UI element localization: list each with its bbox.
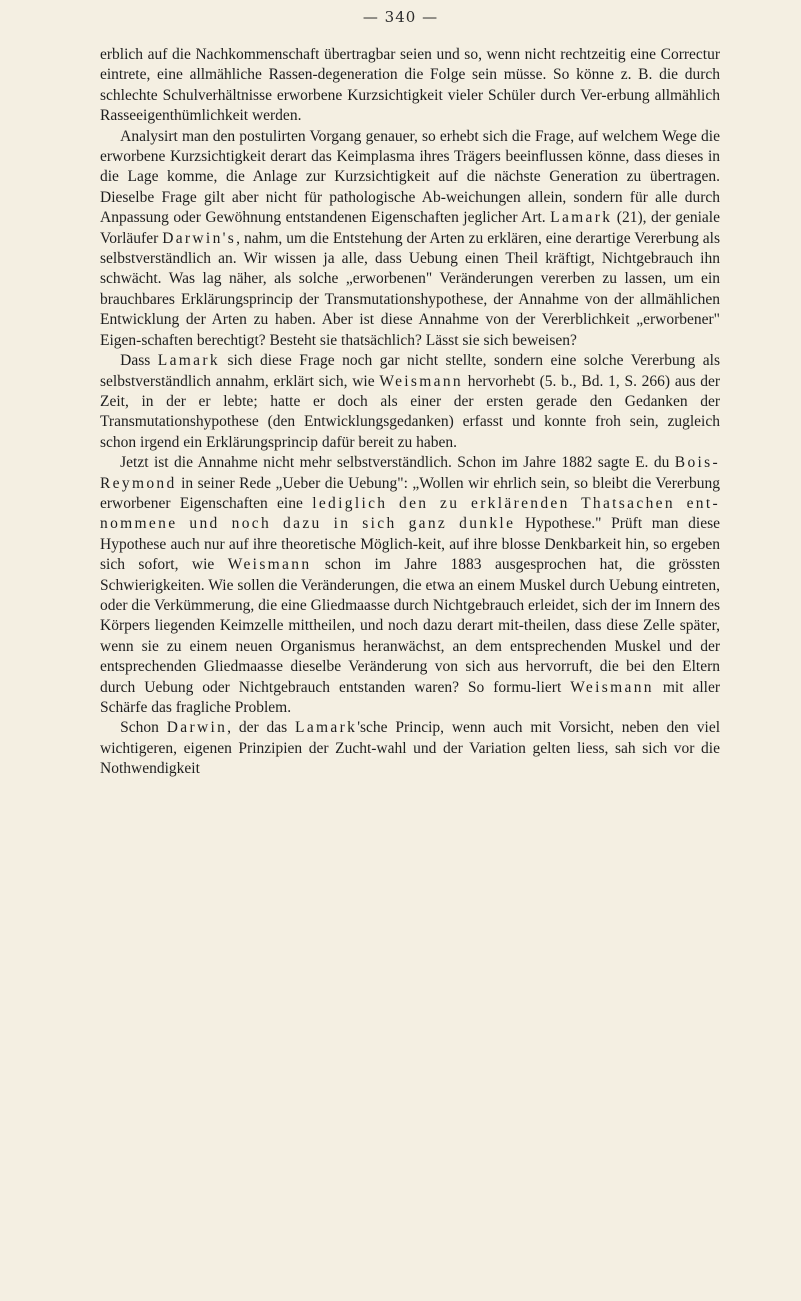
text-segment: in seiner Rede „Ueber die Uebung": „Wollen wir ehrlich sein, so bleibt die Vererbung erworbener Eigenschaften eine — [100, 474, 720, 512]
text-segment: erblich auf die Nachkommenschaft übertragbar seien und so, wenn nicht rechtzeitig eine Correctur eintrete, eine allmähliche Rassen-degeneration die Folge sein müsse. So könne z. B. die durch schlechte Schulverhältnisse erworbene Kurzsichtigkeit vieler Schüler durch Ver-erbung allmählich Rasseeigenthümlichkeit werden. — [100, 46, 720, 125]
text-segment: schon im Jahre 1883 ausgesprochen hat, die grössten Schwierigkeiten. Wie sollen die Veränderungen, die etwa an einem Muskel durch Uebung eintreten, oder die Verkümmerung, die eine Gliedmaasse durch Nichtgebrauch erleidet, sich der im Innern des Körpers liegenden Keimzelle mittheilen, und noch dazu derart mit-theilen, dass diese Zelle später, wenn sie zu einem neuen Organismus heranwächst, an dem entsprechenden Muskel und der entsprechenden Gliedmaasse dieselbe Veränderung von sich aus hervorruft, die bei den Eltern durch Uebung oder Nichtgebrauch entstanden waren? So formu-liert — [100, 556, 720, 696]
text-segment: hervorhebt (5. b., Bd. 1, S. 266) aus der Zeit, in der er lebte; hatte er doch als einer der ersten gerade den Gedanken der Transmutationshypothese (den Entwicklungsgedanken) erfasst und konnte froh sein, zugleich schon irgend ein Erklärungsprincip dafür bereit zu haben. — [100, 372, 721, 451]
author-name: Lamark — [550, 209, 613, 227]
author-name: Bois-Reymond — [100, 454, 720, 492]
page-number: — 340 — — [362, 8, 439, 26]
text-segment: Analysirt man den postulirten Vorgang genauer, so erhebt sich die Frage, auf welchem Wege die erworbene Kurzsichtigkeit derart das Keimplasma ihres Trägers beeinflussen könne, dass dieses in die Lage komme, die Anlage zur Kurzsichtigkeit auf die nächste Generation zu übertragen. Dieselbe Frage gilt aber nicht für pathologische Ab-weichungen allein, sondern für alle durch Anpassung oder Gewöhnung entstandenen Eigenschaften jeglicher Art. — [100, 127, 720, 227]
paragraph — [100, 127, 720, 351]
text-segment: sich diese Frage noch gar nicht stellte, sondern eine solche Vererbung als selbstverständlich annahm, erklärt sich, wie — [100, 352, 720, 390]
author-name: Darwin — [166, 719, 228, 737]
author-name: Lamark — [295, 719, 358, 737]
author-name: Lamark — [157, 352, 220, 370]
paragraph — [100, 453, 720, 718]
text-segment: 'sche Princip, wenn auch mit Vorsicht, neben den viel wichtigeren, eigenen Prinzipien der Zucht-wahl und der Variation gelten liess, sah sich vor die Nothwendigkeit — [100, 719, 721, 778]
author-name: Weismann — [379, 372, 464, 390]
text-segment: Schon — [120, 719, 167, 737]
paragraph — [100, 45, 720, 127]
author-name: Weismann — [570, 678, 654, 696]
body-text — [100, 45, 720, 780]
text-segment: mit aller Schärfe das fragliche Problem. — [100, 678, 720, 716]
text-segment: Jetzt ist die Annahme nicht mehr selbstverständlich. Schon im Jahre 1882 sagte E. du — [120, 454, 675, 472]
text-segment: Hypothese." Prüft man diese Hypothese auch nur auf ihre theoretische Möglich-keit, auf ihre blosse Denkbarkeit hin, so ergeben sich sofort, wie — [100, 515, 721, 574]
text-segment: (21), der geniale Vorläufer — [100, 209, 720, 247]
author-name: Darwin's — [162, 229, 237, 247]
text-segment: Dass — [120, 352, 158, 370]
text-segment: , der das — [227, 719, 296, 737]
author-name: Weismann — [227, 556, 312, 574]
emphasized-text: lediglich den zu erklärenden Thatsachen ent-nommene und noch dazu in sich ganz dunkle — [100, 494, 720, 533]
text-segment: , nahm, um die Entstehung der Arten zu erklären, eine derartige Vererbung als selbstverständlich an. Wir wissen ja alle, dass Uebung einen Theil kräftigt, Nichtgebrauch ihn schwächt. Was lag näher, als solche „erworbenen" Veränderungen vererben zu lassen, um ein brauchbares Erklärungsprincip der Transmutationshypothese, der Annahme von der allmählichen Entwicklung der Arten zu haben. Aber ist diese Annahme von der Vererblichkeit „erworbener" Eigen-schaften berechtigt? Besteht sie thatsächlich? Lässt sie sich beweisen? — [100, 229, 721, 349]
paragraph — [100, 351, 720, 453]
paragraph — [100, 718, 720, 779]
